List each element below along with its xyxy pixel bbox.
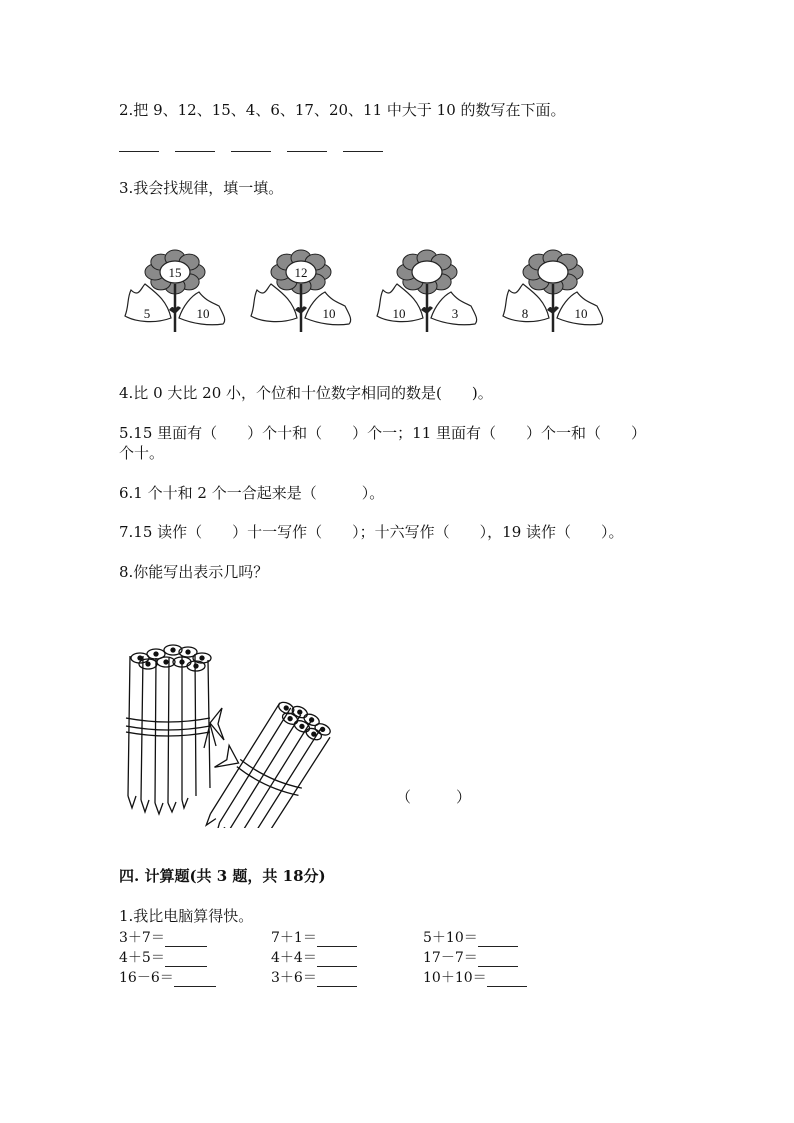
- flower-right-leaf-number: 10: [322, 306, 336, 321]
- question-3-text: 3.我会找规律，填一填。: [119, 179, 284, 197]
- calc-problem: [119, 967, 216, 987]
- q2-answer-blanks: [119, 137, 399, 155]
- calc-expression: 5＋10＝: [423, 930, 478, 946]
- flower-left-leaf-number: 8: [521, 306, 529, 321]
- question-8-answer-parentheses: （ ）: [396, 788, 472, 806]
- flower-center-number: 12: [294, 265, 308, 280]
- calc-answer-blank[interactable]: [478, 952, 518, 967]
- flower-center-number: 15: [168, 265, 182, 280]
- calc-expression: 3＋7＝: [119, 930, 165, 946]
- question-5-line-1: 5.15 里面有（ ）个十和（ ）个一；11 里面有（ ）个一和（ ）: [119, 424, 647, 442]
- calc-answer-blank[interactable]: [174, 972, 216, 987]
- calc-problem: [271, 967, 357, 987]
- flower-left-leaf-number: 5: [143, 306, 151, 321]
- calc-answer-blank[interactable]: [478, 932, 518, 947]
- question-7-text: 7.15 读作（ ）十一写作（ ）；十六写作（ ），19 读作（ ）。: [119, 523, 624, 541]
- calc-answer-blank[interactable]: [487, 972, 527, 987]
- calc-answer-blank[interactable]: [317, 972, 357, 987]
- calc-answer-blank[interactable]: [317, 932, 357, 947]
- flower-left-leaf-number: 10: [392, 306, 406, 321]
- calc-expression: 7＋1＝: [271, 930, 317, 946]
- section-4-title: 四. 计算题(共 3 题，共 18分): [119, 867, 326, 885]
- flower-icon: [377, 250, 477, 332]
- question-6-text: 6.1 个十和 2 个一合起来是（ ）。: [119, 484, 385, 502]
- flower-pattern-figure: [115, 248, 625, 340]
- calc-answer-blank[interactable]: [317, 952, 357, 967]
- calc-answer-blank[interactable]: [165, 952, 207, 967]
- question-5-line-2: 个十。: [119, 444, 165, 462]
- calc-question-prompt: 1.我比电脑算得快。: [119, 907, 254, 925]
- answer-blank[interactable]: [231, 141, 271, 152]
- answer-blank[interactable]: [343, 141, 383, 152]
- calc-problem: [119, 947, 207, 967]
- flower-right-leaf-number: 10: [196, 306, 210, 321]
- calc-expression: 4＋4＝: [271, 950, 317, 966]
- calc-problem: [271, 927, 357, 947]
- calc-expression: 3＋6＝: [271, 970, 317, 986]
- calc-expression: 16－6＝: [119, 970, 174, 986]
- flower-icon: [251, 250, 351, 332]
- flower-icon: [503, 250, 603, 332]
- answer-blank[interactable]: [287, 141, 327, 152]
- calc-expression: 4＋5＝: [119, 950, 165, 966]
- calc-problem: [119, 927, 207, 947]
- calc-problem: [423, 967, 527, 987]
- calc-answer-blank[interactable]: [165, 932, 207, 947]
- question-4-text: 4.比 0 大比 20 小，个位和十位数字相同的数是( )。: [119, 384, 493, 402]
- flower-right-leaf-number: 3: [451, 306, 459, 321]
- flower-pattern-row: [115, 248, 625, 344]
- calc-expression: 17－7＝: [423, 950, 478, 966]
- calc-problem: [423, 947, 518, 967]
- calc-expression: 10＋10＝: [423, 970, 487, 986]
- pencil-bundle-left-icon: [126, 645, 224, 814]
- question-2-text: 2.把 9、12、15、4、6、17、20、11 中大于 10 的数写在下面。: [119, 101, 566, 119]
- calc-problem-grid: [119, 927, 549, 987]
- question-8-text: 8.你能写出表示几吗？: [119, 563, 269, 581]
- answer-blank[interactable]: [175, 141, 215, 152]
- flower-right-leaf-number: 10: [574, 306, 588, 321]
- pencil-bundle-right-icon: [189, 685, 337, 828]
- calc-problem: [423, 927, 518, 947]
- answer-blank[interactable]: [119, 141, 159, 152]
- flower-icon: [125, 250, 225, 332]
- pencil-bundles-illustration: [118, 628, 378, 832]
- calc-problem: [271, 947, 357, 967]
